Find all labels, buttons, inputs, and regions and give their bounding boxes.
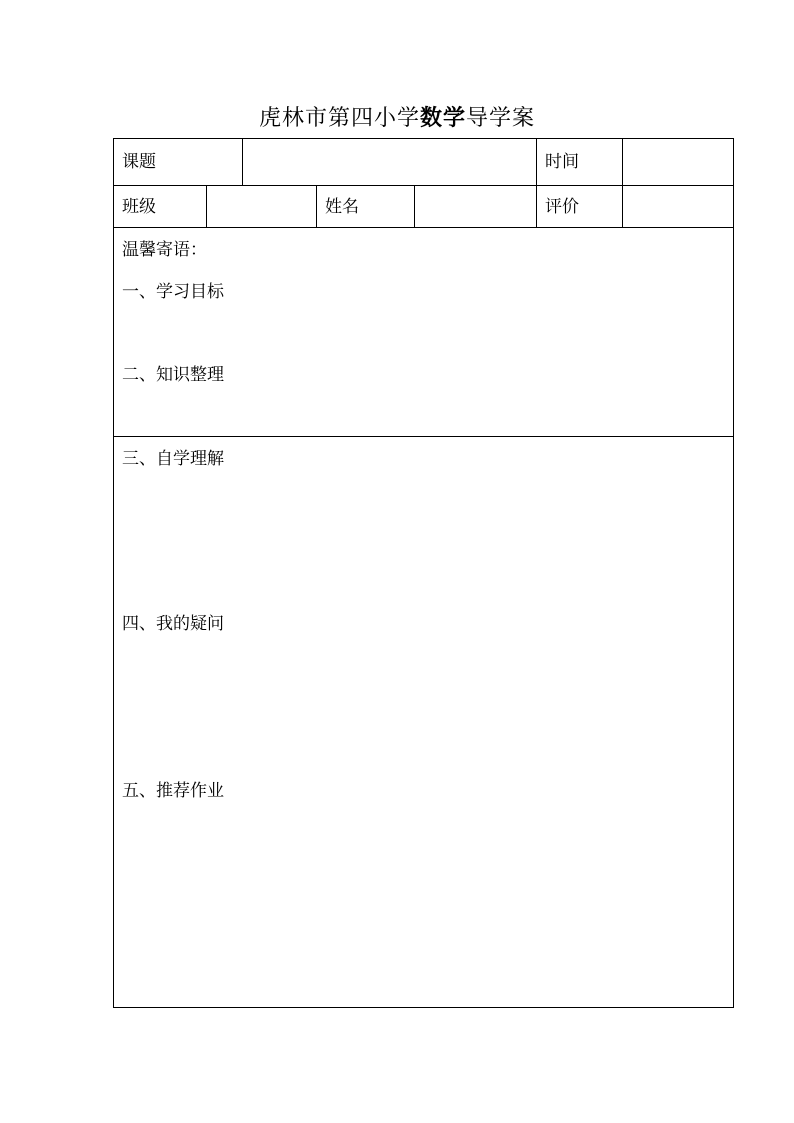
title-school: 虎林市第四小学 <box>258 106 420 131</box>
worksheet-table <box>113 138 734 1008</box>
my-questions-heading: 四、我的疑问 <box>122 614 224 634</box>
name-label-cell <box>316 185 415 228</box>
homework-heading: 五、推荐作业 <box>122 781 224 801</box>
title-subject: 数学 <box>419 105 466 131</box>
self-study-heading: 三、自学理解 <box>122 449 224 469</box>
intro-block[interactable] <box>113 227 734 437</box>
time-label: 时间 <box>545 152 579 172</box>
class-label: 班级 <box>122 196 156 217</box>
title-doc-type: 导学案 <box>466 106 536 131</box>
evaluation-label: 评价 <box>545 196 579 217</box>
name-label: 姓名 <box>325 196 359 217</box>
class-field[interactable] <box>206 185 317 228</box>
knowledge-summary-heading: 二、知识整理 <box>122 365 224 385</box>
evaluation-label-cell <box>536 185 623 228</box>
page-title <box>0 104 794 133</box>
class-label-cell <box>113 185 207 228</box>
time-label-cell <box>536 138 623 186</box>
greeting-label: 温馨寄语： <box>122 240 207 260</box>
name-field[interactable] <box>414 185 537 228</box>
time-field[interactable] <box>622 138 734 186</box>
subject-label: 课题 <box>122 152 156 172</box>
learning-goals-heading: 一、学习目标 <box>122 282 224 302</box>
study-block[interactable] <box>113 436 734 1008</box>
subject-label-cell <box>113 138 243 186</box>
subject-field[interactable] <box>242 138 537 186</box>
evaluation-field[interactable] <box>622 185 734 228</box>
